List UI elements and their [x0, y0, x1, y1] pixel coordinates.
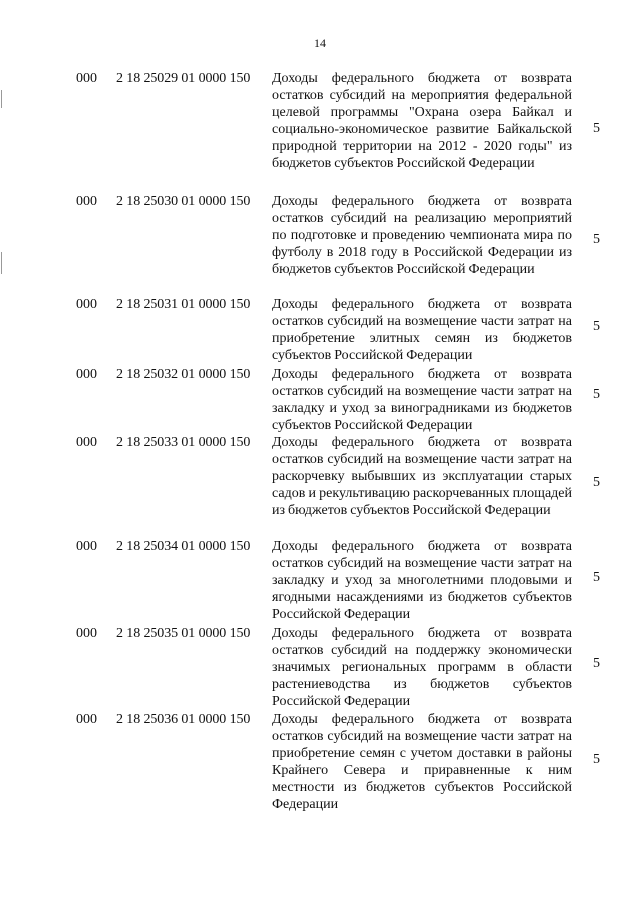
budget-classification-code: 2 18 25031 01 0000 150 [116, 297, 251, 312]
revenue-description: Доходы федерального бюджета от возврата остатков субсидий на поддержку экономически значимых региональных программ в области растениеводства из бюджетов субъектов Российской Федерации [272, 626, 572, 709]
page-number: 14 [314, 36, 326, 50]
revenue-description: Доходы федерального бюджета от возврата остатков субсидий на мероприятия федеральной целевой программы "Охрана озера Байкал и социально-экономическое развитие Байкальской природной территории на 2012 - 2020 годы" из бюджетов субъектов Российской Федерации [272, 71, 572, 171]
revenue-description: Доходы федерального бюджета от возврата остатков субсидий на возмещение части затрат на раскорчевку выбывших из эксплуатации старых садов и рекультивацию раскорчеванных площадей из бюджетов субъектов Российской Федерации [272, 435, 572, 518]
admin-code: 000 [76, 367, 97, 382]
budget-classification-code: 2 18 25036 01 0000 150 [116, 712, 251, 727]
scan-edge-mark [1, 90, 2, 108]
revenue-description: Доходы федерального бюджета от возврата остатков субсидий на возмещение части затрат на приобретение элитных семян из бюджетов субъектов Российской Федерации [272, 297, 572, 363]
budget-classification-code: 2 18 25034 01 0000 150 [116, 539, 251, 554]
admin-code: 000 [76, 626, 97, 641]
distribution-norm: 5 [593, 570, 600, 585]
admin-code: 000 [76, 71, 97, 86]
budget-classification-code: 2 18 25029 01 0000 150 [116, 71, 251, 86]
distribution-norm: 5 [593, 232, 600, 247]
admin-code: 000 [76, 194, 97, 209]
distribution-norm: 5 [593, 319, 600, 334]
budget-classification-code: 2 18 25035 01 0000 150 [116, 626, 251, 641]
revenue-description: Доходы федерального бюджета от возврата остатков субсидий на возмещение части затрат на приобретение семян с учетом доставки в районы Крайнего Севера и приравненные к ним местности из бюджетов субъектов Российской Федерации [272, 712, 572, 812]
budget-classification-code: 2 18 25030 01 0000 150 [116, 194, 251, 209]
distribution-norm: 5 [593, 656, 600, 671]
admin-code: 000 [76, 297, 97, 312]
budget-classification-code: 2 18 25033 01 0000 150 [116, 435, 251, 450]
distribution-norm: 5 [593, 752, 600, 767]
budget-classification-code: 2 18 25032 01 0000 150 [116, 367, 251, 382]
admin-code: 000 [76, 712, 97, 727]
revenue-description: Доходы федерального бюджета от возврата остатков субсидий на реализацию мероприятий по подготовке и проведению чемпионата мира по футболу в 2018 году в Российской Федерации из бюджетов субъектов Российской Федерации [272, 194, 572, 277]
distribution-norm: 5 [593, 121, 600, 136]
admin-code: 000 [76, 435, 97, 450]
distribution-norm: 5 [593, 387, 600, 402]
scan-edge-mark [1, 252, 2, 274]
revenue-description: Доходы федерального бюджета от возврата остатков субсидий на возмещение части затрат на закладку и уход за многолетними плодовыми и ягодными насаждениями из бюджетов субъектов Российской Федерации [272, 539, 572, 622]
revenue-description: Доходы федерального бюджета от возврата остатков субсидий на возмещение части затрат на закладку и уход за виноградниками из бюджетов субъектов Российской Федерации [272, 367, 572, 433]
admin-code: 000 [76, 539, 97, 554]
distribution-norm: 5 [593, 475, 600, 490]
